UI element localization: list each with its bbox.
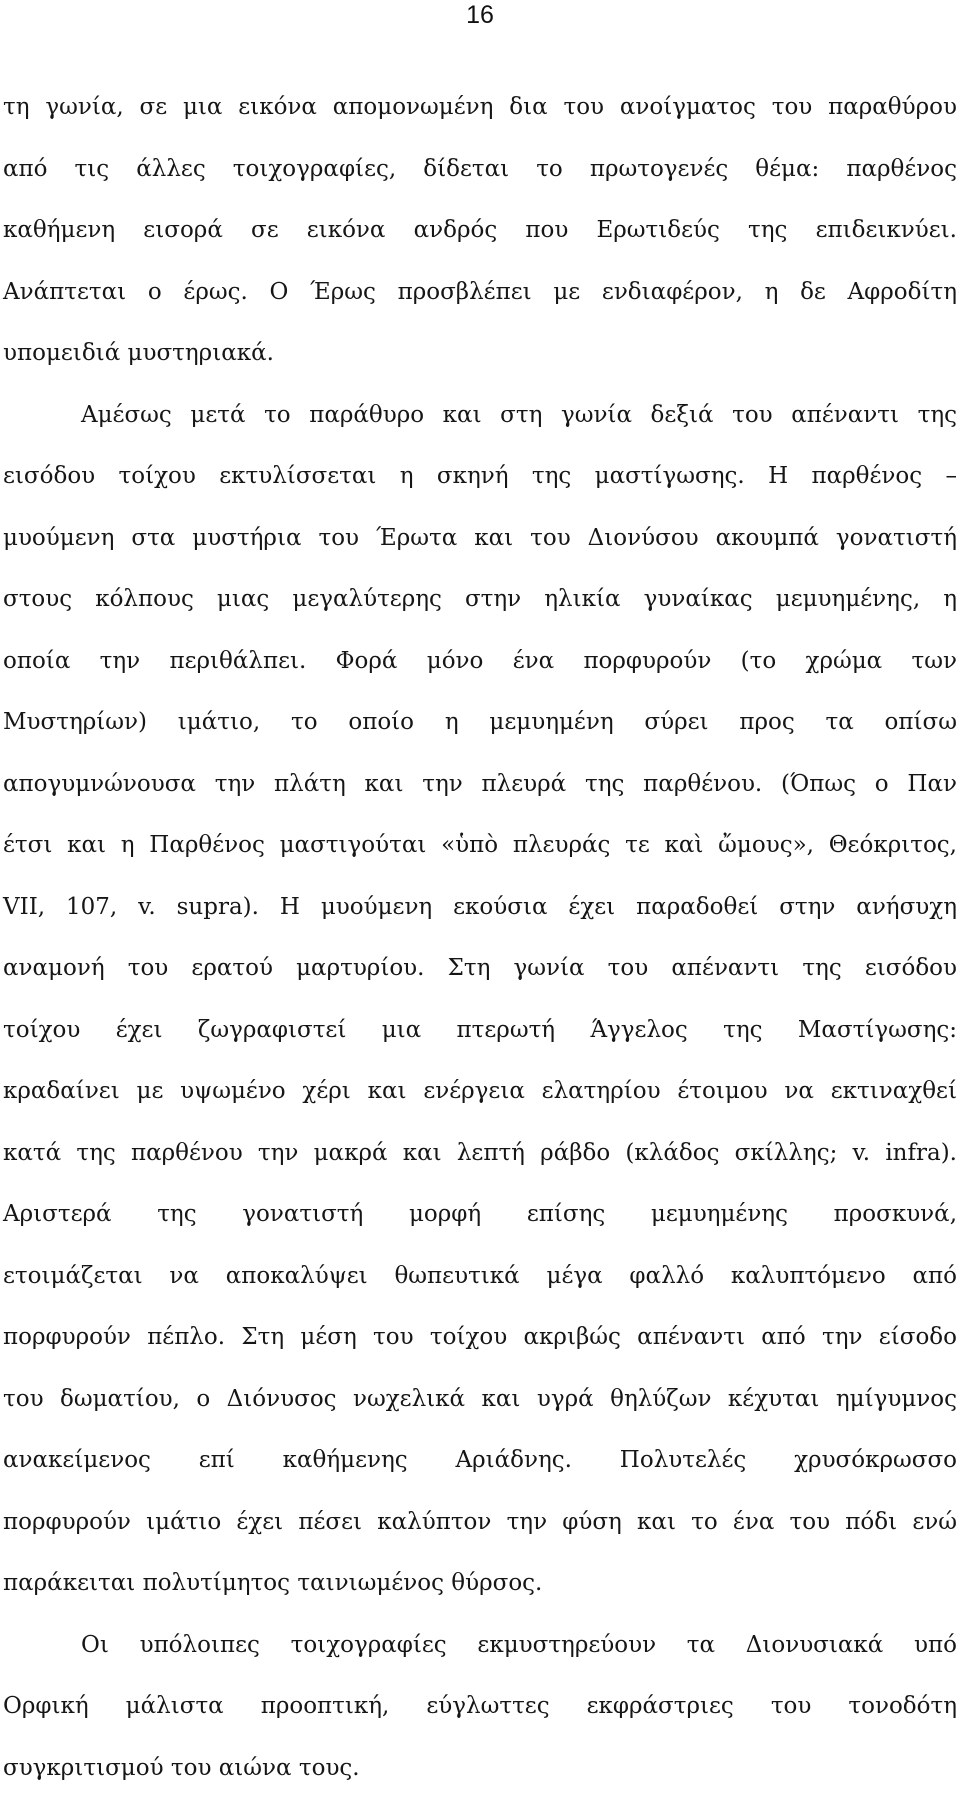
text-line: συγκριτισμού του αιώνα τους. (3, 1738, 957, 1799)
text-line: έτσι και η Παρθένος μαστιγούται «ὑπὸ πλευράς τε καὶ ὤμους», Θεόκριτος, (3, 815, 957, 877)
text-line: τη γωνία, σε μια εικόνα απομονωμένη δια του ανοίγματος του παραθύρου (3, 77, 957, 139)
text-line: πορφυρούν πέπλο. Στη μέση του τοίχου ακριβώς απέναντι από την είσοδο (3, 1307, 957, 1369)
text-line: Οι υπόλοιπες τοιχογραφίες εκμυστηρεύουν τα Διονυσιακά υπό (3, 1615, 957, 1677)
text-line: απογυμνώνουσα την πλάτη και την πλευρά της παρθένου. (Όπως ο Παν (3, 754, 957, 816)
text-line: πορφυρούν ιμάτιο έχει πέσει καλύπτον την φύση και το ένα του πόδι ενώ (3, 1492, 957, 1554)
text-line: παράκειται πολυτίμητος ταινιωμένος θύρσος. (3, 1553, 957, 1615)
text-line: ανακείμενος επί καθήμενης Αριάδνης. Πολυτελές χρυσόκρωσσο (3, 1430, 957, 1492)
page-number: 16 (0, 0, 960, 30)
text-line: αναμονή του ερατού μαρτυρίου. Στη γωνία του απέναντι της εισόδου (3, 938, 957, 1000)
body-text (3, 77, 957, 1799)
text-line: εισόδου τοίχου εκτυλίσσεται η σκηνή της μαστίγωσης. Η παρθένος – (3, 446, 957, 508)
text-line: τοίχου έχει ζωγραφιστεί μια πτερωτή Άγγελος της Μαστίγωσης: (3, 1000, 957, 1062)
text-line: στους κόλπους μιας μεγαλύτερης στην ηλικία γυναίκας μεμυημένης, η (3, 569, 957, 631)
text-line: Αριστερά της γονατιστή μορφή επίσης μεμυημένης προσκυνά, (3, 1184, 957, 1246)
text-line: Ανάπτεται ο έρως. Ο Έρως προσβλέπει με ενδιαφέρον, η δε Αφροδίτη (3, 262, 957, 324)
text-line: από τις άλλες τοιχογραφίες, δίδεται το πρωτογενές θέμα: παρθένος (3, 139, 957, 201)
text-line: κραδαίνει με υψωμένο χέρι και ενέργεια ελατηρίου έτοιμου να εκτιναχθεί (3, 1061, 957, 1123)
text-line: οποία την περιθάλπει. Φορά μόνο ένα πορφυρούν (το χρώμα των (3, 631, 957, 693)
text-line: καθήμενη εισορά σε εικόνα ανδρός που Ερωτιδεύς της επιδεικνύει. (3, 200, 957, 262)
text-line: μυούμενη στα μυστήρια του Έρωτα και του Διονύσου ακουμπά γονατιστή (3, 508, 957, 570)
text-line: Αμέσως μετά το παράθυρο και στη γωνία δεξιά του απέναντι της (3, 385, 957, 447)
text-line: του δωματίου, ο Διόνυσος νωχελικά και υγρά θηλύζων κέχυται ημίγυμνος (3, 1369, 957, 1431)
text-line: κατά της παρθένου την μακρά και λεπτή ράβδο (κλάδος σκίλλης; v. infra). (3, 1123, 957, 1185)
text-line: Ορφική μάλιστα προοπτική, εύγλωττες εκφράστριες του τονοδότη (3, 1676, 957, 1738)
text-line: ετοιμάζεται να αποκαλύψει θωπευτικά μέγα φαλλό καλυπτόμενο από (3, 1246, 957, 1308)
text-line: VII, 107, v. supra). Η μυούμενη εκούσια έχει παραδοθεί στην ανήσυχη (3, 877, 957, 939)
text-line: υπομειδιά μυστηριακά. (3, 323, 957, 385)
text-line: Μυστηρίων) ιμάτιο, το οποίο η μεμυημένη σύρει προς τα οπίσω (3, 692, 957, 754)
